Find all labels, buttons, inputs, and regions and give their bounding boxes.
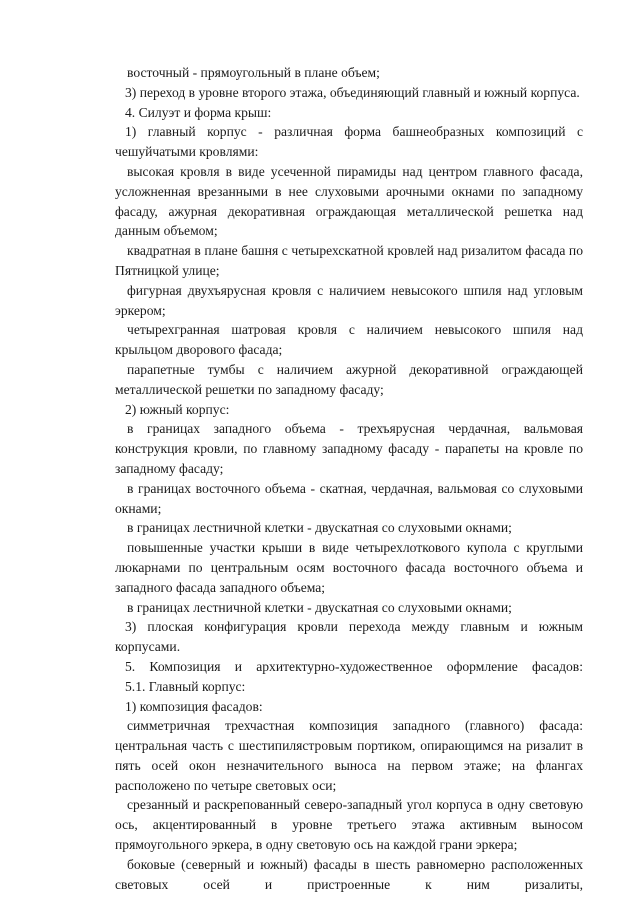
paragraph-south-building: 2) южный корпус: bbox=[125, 401, 230, 417]
paragraph-second-floor-passage: 3) переход в уровне второго этажа, объединяющий главный и южный корпуса. bbox=[125, 84, 580, 100]
paragraph-raised-roof-areas: повышенные участки крыши в виде четырехлоткового купола с круглыми люкарнами по центральным осям восточного фасада восточного объема и западного фасада западного объема; bbox=[115, 540, 583, 595]
paragraph-two-tier-roof: фигурная двухъярусная кровля с наличием невысокого шпиля над угловым эркером; bbox=[115, 282, 583, 318]
paragraph-tent-roof: четырехгранная шатровая кровля с наличием невысокого шпиля над крыльцом дворового фасада; bbox=[115, 322, 583, 358]
paragraph-square-tower: квадратная в плане башня с четырехскатной кровлей над ризалитом фасада по Пятницкой улице; bbox=[115, 243, 583, 278]
paragraph-main-building-roofs: 1) главный корпус - различная форма башнеобразных композиций с чешуйчатыми кровлями: bbox=[115, 124, 583, 160]
paragraph-eastern-volume: восточный - прямоугольный в плане объем; bbox=[127, 65, 380, 80]
paragraph-cut-corner: срезанный и раскрепованный северо-западный угол корпуса в одну световую ось, акцентированный в уровне третьего этажа активным выносом прямоугольного эркера, в одну световую ось на каждой грани эркера; bbox=[115, 797, 583, 853]
paragraph-stairwell-roof-2: в границах лестничной клетки - двускатная со слуховыми окнами; bbox=[127, 599, 512, 615]
paragraph-side-facades: боковые (северный и южный) фасады в шесть равномерно расположенных световых осей и пристроенные к ним ризалиты, bbox=[115, 856, 583, 892]
heading-facade-composition: 1) композиция фасадов: bbox=[125, 698, 263, 714]
paragraph-flat-roof-passage: 3) плоская конфигурация кровли перехода между главным и южным корпусами. bbox=[115, 619, 583, 655]
paragraph-stairwell-roof: в границах лестничной клетки - двускатная со слуховыми окнами; bbox=[127, 520, 512, 536]
paragraph-western-volume-roof: в границах западного объема - трехъярусная чердачная, вальмовая конструкция кровли, по главному западному фасаду - парапеты на кровле по западному фасаду; bbox=[115, 421, 583, 476]
paragraph-high-roof-pyramid: высокая кровля в виде усеченной пирамиды над центром главного фасада, усложненная врезанными в нее слуховыми арочными окнами по западному фасаду, ажурная декоративная ограждающая металлической решетка над данным объемом; bbox=[115, 163, 583, 239]
paragraph-parapet-posts: парапетные тумбы с наличием ажурной декоративной ограждающей металлической решетки по западному фасаду; bbox=[115, 361, 583, 397]
heading-main-building: 5.1. Главный корпус: bbox=[125, 678, 246, 694]
heading-composition-facades: 5. Композиция и архитектурно-художественное оформление фасадов: bbox=[125, 658, 583, 674]
heading-silhouette-roofs: 4. Силуэт и форма крыш: bbox=[125, 104, 272, 120]
document-body bbox=[115, 63, 583, 894]
paragraph-eastern-volume-roof: в границах восточного объема - скатная, чердачная, вальмовая со слуховыми окнами; bbox=[115, 480, 583, 516]
paragraph-symmetric-composition: симметричная трехчастная композиция западного (главного) фасада: центральная часть с шестипилястровым портиком, опирающимся на ризалит в пять осей окон незначительного выноса на первом этаже; на флангах расположено по четыре световых оси; bbox=[115, 718, 583, 793]
